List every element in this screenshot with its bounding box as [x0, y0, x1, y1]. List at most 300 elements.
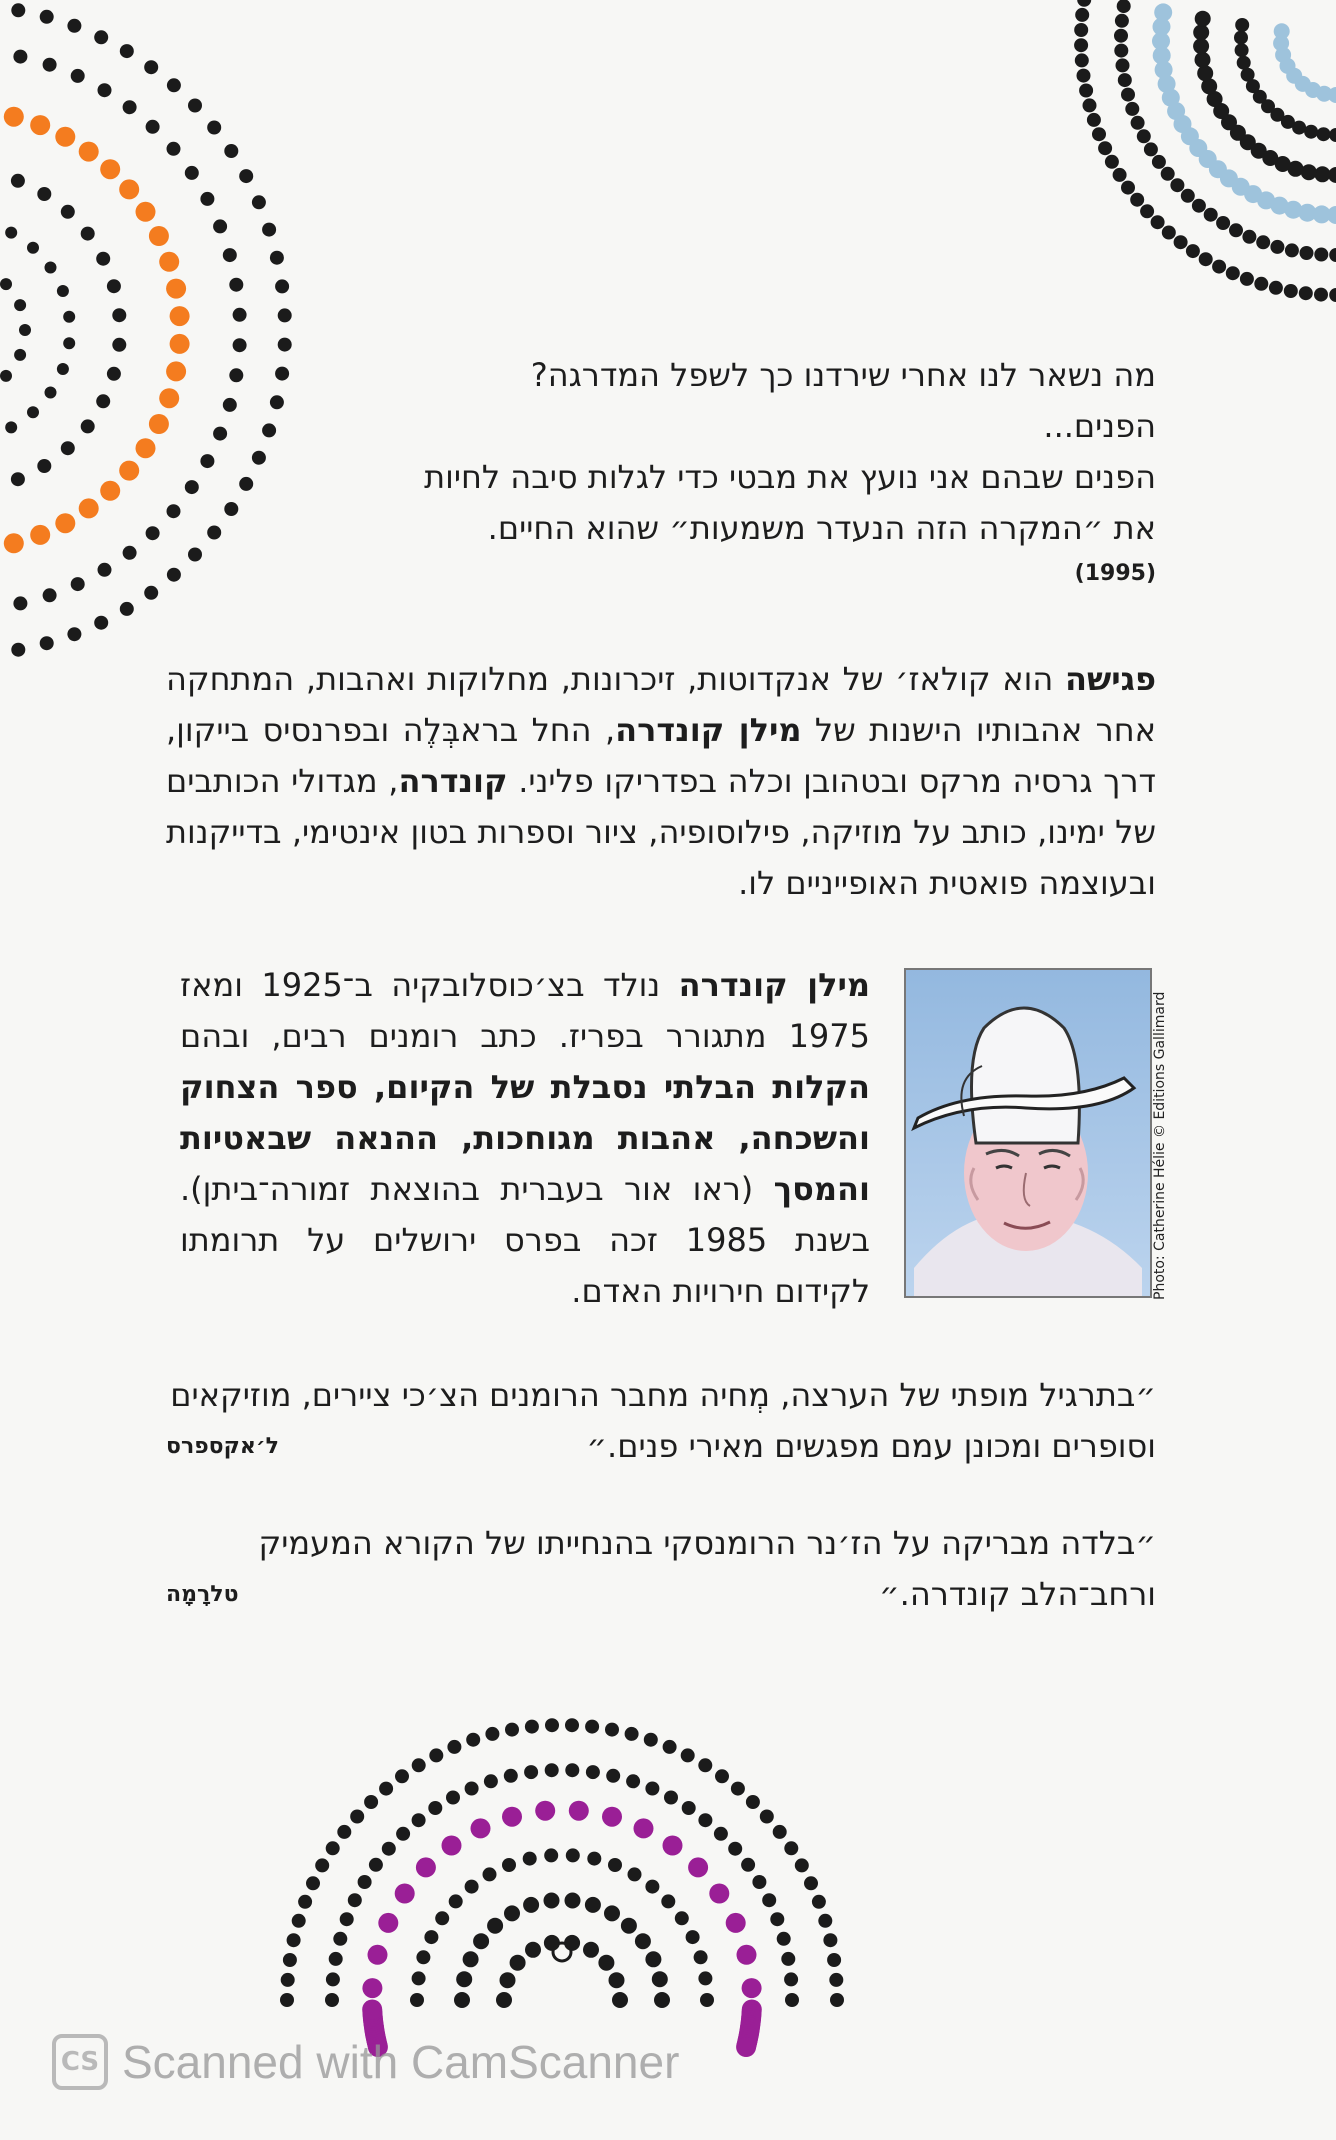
- decorative-dot: [0, 370, 12, 382]
- decorative-dot: [369, 1858, 383, 1872]
- decorative-dot: [1229, 223, 1243, 237]
- decorative-dot: [694, 1950, 708, 1964]
- decorative-dot: [1235, 43, 1249, 57]
- decorative-dot: [504, 1905, 520, 1921]
- review-source: ל׳אקספרס: [166, 1434, 279, 1459]
- decorative-dot: [746, 1795, 760, 1809]
- decorative-dot: [698, 1758, 712, 1772]
- decorative-dot: [378, 1913, 398, 1933]
- decorative-dot: [1314, 288, 1328, 302]
- decorative-dot: [1114, 44, 1128, 58]
- author-photo: [904, 968, 1152, 1298]
- intro-year: (1995): [1074, 561, 1156, 586]
- decorative-dot: [524, 1765, 538, 1779]
- decorative-dot: [40, 10, 54, 24]
- decorative-dot: [473, 1933, 489, 1949]
- decorative-dot: [1077, 69, 1091, 83]
- decorative-dot: [1301, 164, 1317, 180]
- decorative-dot: [119, 461, 139, 481]
- decorative-dot: [502, 1807, 522, 1827]
- decorative-dot: [416, 1950, 430, 1964]
- author-name-short: קונדרה: [398, 762, 508, 800]
- decorative-dot: [396, 1827, 410, 1841]
- decorative-dot: [170, 306, 190, 326]
- decorative-dot: [416, 1857, 436, 1877]
- decorative-dot: [608, 1858, 622, 1872]
- decorative-dot: [120, 602, 134, 616]
- decorative-dot: [1235, 18, 1249, 32]
- decorative-dot: [502, 1858, 516, 1872]
- decorative-dot: [185, 166, 199, 180]
- decorative-dot: [81, 419, 95, 433]
- decorative-dot: [1117, 0, 1131, 13]
- decorative-dot: [1077, 0, 1091, 7]
- decorative-dot: [483, 1867, 497, 1881]
- decorative-dot: [1130, 193, 1144, 207]
- decorative-dot: [382, 1842, 396, 1856]
- decorative-dot: [1284, 284, 1298, 298]
- decorative-dot: [340, 1912, 354, 1926]
- decorative-dot: [167, 504, 181, 518]
- decorative-dot: [484, 1774, 498, 1788]
- decorative-dot: [61, 205, 75, 219]
- decorative-dot: [1114, 29, 1128, 43]
- decorative-dot: [654, 1992, 670, 2008]
- decorative-dot: [1151, 215, 1165, 229]
- decorative-dot: [652, 1971, 668, 1987]
- decorative-dot: [773, 1825, 787, 1839]
- decorative-dot: [663, 1836, 683, 1856]
- decorative-dot: [1192, 199, 1206, 213]
- decorative-dot: [1121, 88, 1135, 102]
- decorative-dot: [1170, 178, 1184, 192]
- decorative-dot: [410, 1993, 424, 2007]
- decorative-dot: [233, 338, 247, 352]
- decorative-dot: [777, 1932, 791, 1946]
- decorative-dot: [1186, 244, 1200, 258]
- decorative-dot: [1193, 24, 1209, 40]
- decorative-dot: [71, 577, 85, 591]
- decorative-dot: [136, 438, 156, 458]
- decorative-dot: [348, 1893, 362, 1907]
- decorative-dot: [1074, 38, 1088, 52]
- decorative-dot: [112, 338, 126, 352]
- decorative-dot: [830, 1993, 844, 2007]
- decorative-dot: [545, 1763, 559, 1777]
- camscanner-logo-icon: CS: [52, 2034, 108, 2090]
- bio-text: (ראו אור בעברית בהוצאת זמורה־ביתן). בשנת 1985 זכה בפרס ירושלים על תרומתו לקידום חירויות האדם.: [180, 1170, 871, 1310]
- decorative-dot: [326, 1841, 340, 1855]
- decorative-dot: [362, 2000, 382, 2020]
- decorative-dot: [1161, 167, 1175, 181]
- decorative-dot: [823, 1933, 837, 1947]
- decorative-dot: [770, 1912, 784, 1926]
- decorative-dot: [11, 472, 25, 486]
- dot-pattern-top-left: [0, 3, 292, 656]
- decorative-dot: [583, 1942, 599, 1958]
- decorative-dot: [609, 1972, 625, 1988]
- decorative-dot: [207, 121, 221, 135]
- decorative-dot: [27, 406, 39, 418]
- decorative-dot: [565, 1763, 579, 1777]
- decorative-dot: [98, 563, 112, 577]
- decorative-dot: [505, 1723, 519, 1737]
- decorative-dot: [1105, 155, 1119, 169]
- review-quote-text: ״בתרגיל מופתי של הערצה, מְחיה מחבר הרומנים הצ׳כי ציירים, מוזיקאים וסופרים ומכונן עמם מפגשים מאירי פנים.״: [170, 1376, 1156, 1465]
- decorative-dot: [98, 83, 112, 97]
- bio-author-name: מילן קונדרה: [678, 966, 871, 1004]
- decorative-dot: [565, 1718, 579, 1732]
- decorative-dot: [1137, 129, 1151, 143]
- decorative-dot: [63, 337, 75, 349]
- decorative-dot: [1083, 98, 1097, 112]
- decorative-dot: [1098, 141, 1112, 155]
- watermark-text: Scanned with CamScanner: [122, 2036, 680, 2088]
- decorative-dot: [465, 1880, 479, 1894]
- decorative-dot: [602, 1807, 622, 1827]
- review-quote-text: ״בלדה מבריקה על הז׳נר הרומנסקי בהנחייתו של הקורא המעמיק ורחב־הלב קונדרה.״: [258, 1524, 1156, 1613]
- decorative-dot: [1270, 240, 1284, 254]
- intro-line: את ״המקרה הזה הנעדר משמעות״ שהוא החיים.: [487, 509, 1156, 547]
- decorative-dot: [1140, 204, 1154, 218]
- decorative-dot: [598, 1955, 614, 1971]
- decorative-dot: [43, 588, 57, 602]
- book-title: פגישה: [1064, 660, 1156, 698]
- decorative-dot: [224, 144, 238, 158]
- decorative-dot: [14, 299, 26, 311]
- decorative-dot: [13, 50, 27, 64]
- decorative-dot: [700, 1993, 714, 2007]
- decorative-dot: [71, 69, 85, 83]
- decorative-dot: [714, 1827, 728, 1841]
- decorative-dot: [298, 1895, 312, 1909]
- decorative-dot: [315, 1858, 329, 1872]
- decorative-dot: [362, 1978, 382, 1998]
- decorative-dot: [11, 3, 25, 17]
- decorative-dot: [166, 361, 186, 381]
- decorative-dot: [1329, 248, 1336, 262]
- decorative-dot: [686, 1930, 700, 1944]
- decorative-dot: [1269, 281, 1283, 295]
- decorative-dot: [1174, 235, 1188, 249]
- decorative-dot: [213, 427, 227, 441]
- decorative-dot: [1254, 277, 1268, 291]
- decorative-dot: [709, 1884, 729, 1904]
- decorative-dot: [525, 1720, 539, 1734]
- decorative-dot: [1181, 189, 1195, 203]
- bio-text: נולד בצ׳כוסלובקיה ב־1925 ומאז 1975 מתגורר בפריז. כתב רומנים רבים, ובהם: [180, 966, 870, 1055]
- decorative-dot: [395, 1769, 409, 1783]
- decorative-dot: [604, 1905, 620, 1921]
- decorative-dot: [435, 1911, 449, 1925]
- decorative-dot: [233, 308, 247, 322]
- scanner-watermark: [52, 2030, 679, 2094]
- decorative-dot: [146, 526, 160, 540]
- decorative-dot: [628, 1867, 642, 1881]
- decorative-dot: [1234, 31, 1248, 45]
- decorative-dot: [500, 1972, 516, 1988]
- decorative-dot: [682, 1801, 696, 1815]
- decorative-dot: [606, 1769, 620, 1783]
- decorative-dot: [30, 525, 50, 545]
- decorative-dot: [278, 308, 292, 322]
- decorative-dot: [119, 179, 139, 199]
- decorative-dot: [1195, 11, 1211, 27]
- description-text: , מגדולי הכותבים של ימינו, כותב על מוזיקה, פילוסופיה, ציור וספרות בטון אינטימי, בדייקנות ובעוצמה פואטית האופייניים לו.: [166, 762, 1156, 902]
- decorative-dot: [350, 1810, 364, 1824]
- decorative-dot: [1242, 230, 1256, 244]
- decorative-dot: [742, 1978, 762, 1998]
- decorative-dot: [424, 1930, 438, 1944]
- decorative-dot: [645, 1951, 661, 1967]
- decorative-dot: [1256, 235, 1270, 249]
- decorative-dot: [442, 1836, 462, 1856]
- decorative-dot: [566, 1848, 580, 1862]
- decorative-dot: [229, 368, 243, 382]
- decorative-dot: [565, 1893, 581, 1909]
- decorative-dot: [364, 1795, 378, 1809]
- decorative-dot: [123, 546, 137, 560]
- decorative-dot: [715, 1769, 729, 1783]
- decorative-dot: [333, 1932, 347, 1946]
- photo-credit: Photo: Catherine Hélie © Editions Gallimard: [1152, 991, 1168, 1300]
- decorative-dot: [287, 1933, 301, 1947]
- decorative-dot: [1216, 216, 1230, 230]
- decorative-dot: [587, 1852, 601, 1866]
- decorative-dot: [11, 643, 25, 657]
- decorative-dot: [645, 1880, 659, 1894]
- decorative-dot: [167, 142, 181, 156]
- decorative-dot: [447, 1740, 461, 1754]
- decorative-dot: [67, 627, 81, 641]
- decorative-dot: [827, 1953, 841, 1967]
- decorative-dot: [1197, 65, 1213, 81]
- decorative-dot: [1113, 168, 1127, 182]
- decorative-dot: [664, 1791, 678, 1805]
- decorative-dot: [329, 1952, 343, 1966]
- decorative-dot: [1074, 23, 1088, 37]
- decorative-dot: [496, 1992, 512, 2008]
- decorative-dot: [27, 242, 39, 254]
- decorative-dot: [625, 1727, 639, 1741]
- decorative-dot: [553, 1943, 571, 1961]
- decorative-dot: [760, 1810, 774, 1824]
- dot-pattern-top-right: [1074, 0, 1336, 302]
- decorative-dot: [170, 334, 190, 354]
- author-name: מילן קונדרה: [615, 711, 802, 749]
- decorative-dot: [1116, 58, 1130, 72]
- decorative-dot: [61, 441, 75, 455]
- decorative-dot: [412, 1813, 426, 1827]
- decorative-dot: [57, 363, 69, 375]
- decorative-dot: [1144, 142, 1158, 156]
- decorative-dot: [40, 636, 54, 650]
- decorative-dot: [698, 1971, 712, 1985]
- decorative-dot: [188, 99, 202, 113]
- decorative-dot: [1193, 38, 1209, 54]
- decorative-dot: [239, 169, 253, 183]
- decorative-dot: [1115, 14, 1129, 28]
- decorative-dot: [94, 616, 108, 630]
- decorative-dot: [107, 367, 121, 381]
- decorative-dot: [229, 278, 243, 292]
- decorative-dot: [337, 1825, 351, 1839]
- decorative-dot: [1092, 127, 1106, 141]
- decorative-dot: [487, 1918, 503, 1934]
- decorative-dot: [379, 1782, 393, 1796]
- decorative-dot: [19, 324, 31, 336]
- decorative-dot: [675, 1911, 689, 1925]
- decorative-dot: [1317, 127, 1331, 141]
- decorative-dot: [1154, 3, 1172, 21]
- decorative-dot: [94, 30, 108, 44]
- decorative-dot: [446, 1791, 460, 1805]
- decorative-dot: [1152, 155, 1166, 169]
- decorative-dot: [412, 1971, 426, 1985]
- decorative-dot: [804, 1876, 818, 1890]
- decorative-dot: [281, 1973, 295, 1987]
- bio-book-list: הקלות הבלתי נסבלת של הקיום, ספר הצחוק והשכחה, אהבות מגוחכות, ההנאה שבאטיות והמסך: [180, 1068, 870, 1208]
- decorative-dot: [13, 596, 27, 610]
- decorative-dot: [812, 1895, 826, 1909]
- decorative-dot: [1079, 84, 1093, 98]
- decorative-dot: [96, 394, 110, 408]
- decorative-dot: [45, 262, 57, 274]
- decorative-dot: [1118, 73, 1132, 87]
- decorative-dot: [698, 1813, 712, 1827]
- decorative-dot: [635, 1933, 651, 1949]
- decorative-dot: [262, 223, 276, 237]
- decorative-dot: [1204, 208, 1218, 222]
- decorative-dot: [149, 226, 169, 246]
- decorative-dot: [523, 1897, 539, 1913]
- decorative-dot: [471, 1818, 491, 1838]
- decorative-dot: [737, 1945, 757, 1965]
- decorative-dot: [681, 1748, 695, 1762]
- decorative-dot: [223, 248, 237, 262]
- intro-line: הפנים שבהם אני נועץ את מבטי כדי לגלות סיבה לחיות: [424, 458, 1156, 496]
- decorative-dot: [688, 1857, 708, 1877]
- decorative-dot: [79, 498, 99, 518]
- decorative-dot: [149, 414, 169, 434]
- decorative-dot: [1131, 116, 1145, 130]
- decorative-dot: [585, 1720, 599, 1734]
- decorative-dot: [81, 227, 95, 241]
- decorative-dot: [544, 1893, 560, 1909]
- decorative-dot: [485, 1727, 499, 1741]
- decorative-dot: [326, 1972, 340, 1986]
- decorative-dot: [188, 548, 202, 562]
- decorative-dot: [612, 1992, 628, 2008]
- decorative-dot: [621, 1918, 637, 1934]
- decorative-dot: [239, 477, 253, 491]
- decorative-dot: [167, 568, 181, 582]
- decorative-dot: [223, 398, 237, 412]
- decorative-dot: [112, 308, 126, 322]
- decorative-dot: [535, 1801, 555, 1821]
- decorative-dot: [1226, 266, 1240, 280]
- decorative-dot: [325, 1993, 339, 2007]
- decorative-dot: [270, 251, 284, 265]
- decorative-dot: [395, 1884, 415, 1904]
- decorative-dot: [63, 311, 75, 323]
- decorative-dot: [280, 1993, 294, 2007]
- decorative-dot: [1300, 246, 1314, 260]
- decorative-dot: [1121, 181, 1135, 195]
- decorative-dot: [726, 1913, 746, 1933]
- decorative-dot: [185, 480, 199, 494]
- decorative-dot: [368, 1945, 388, 1965]
- review-quote: [166, 1518, 1156, 1620]
- decorative-dot: [465, 1782, 479, 1796]
- decorative-dot: [644, 1733, 658, 1747]
- decorative-dot: [449, 1894, 463, 1908]
- decorative-dot: [1125, 102, 1139, 116]
- intro-line: מה נשאר לנו אחרי שירדנו כך לשפל המדרגה?: [530, 356, 1156, 394]
- decorative-dot: [736, 2037, 756, 2057]
- decorative-dot: [14, 349, 26, 361]
- decorative-dot: [144, 60, 158, 74]
- decorative-dot: [1274, 23, 1290, 39]
- decorative-dot: [213, 219, 227, 233]
- decorative-dot: [525, 1942, 541, 1958]
- decorative-dot: [545, 1718, 559, 1732]
- decorative-dot: [585, 1897, 601, 1913]
- decorative-dot: [586, 1765, 600, 1779]
- decorative-dot: [785, 1993, 799, 2007]
- decorative-dot: [166, 279, 186, 299]
- decorative-dot: [741, 1858, 755, 1872]
- decorative-dot: [795, 1858, 809, 1872]
- decorative-dot: [544, 1848, 558, 1862]
- decorative-dot: [1212, 260, 1226, 274]
- decorative-dot: [762, 1893, 776, 1907]
- decorative-dot: [818, 1914, 832, 1928]
- intro-line: הפנים...: [1043, 407, 1156, 445]
- author-portrait-illustration: [904, 968, 1152, 1298]
- decorative-dot: [37, 459, 51, 473]
- decorative-dot: [728, 1842, 742, 1856]
- decorative-dot: [55, 127, 75, 147]
- decorative-dot: [79, 142, 99, 162]
- decorative-dot: [283, 1953, 297, 1967]
- decorative-dot: [1240, 272, 1254, 286]
- book-description: [166, 654, 1156, 909]
- decorative-dot: [107, 279, 121, 293]
- decorative-dot: [412, 1758, 426, 1772]
- decorative-dot: [358, 1875, 372, 1889]
- decorative-dot: [207, 526, 221, 540]
- decorative-dot: [429, 1748, 443, 1762]
- decorative-dot: [1237, 56, 1251, 70]
- decorative-dot: [100, 159, 120, 179]
- decorative-dot: [1075, 8, 1089, 22]
- decorative-dot: [731, 1782, 745, 1796]
- decorative-dot: [5, 421, 17, 433]
- decorative-dot: [510, 1955, 526, 1971]
- decorative-dot: [1285, 243, 1299, 257]
- decorative-dot: [645, 1782, 659, 1796]
- decorative-dot: [1329, 288, 1336, 302]
- decorative-dot: [663, 1740, 677, 1754]
- decorative-dot: [781, 1952, 795, 1966]
- decorative-dot: [120, 44, 134, 58]
- decorative-dot: [463, 1951, 479, 1967]
- decorative-dot: [200, 454, 214, 468]
- decorative-dot: [605, 1723, 619, 1737]
- decorative-dot: [456, 1971, 472, 1987]
- intro-quote: [256, 350, 1156, 594]
